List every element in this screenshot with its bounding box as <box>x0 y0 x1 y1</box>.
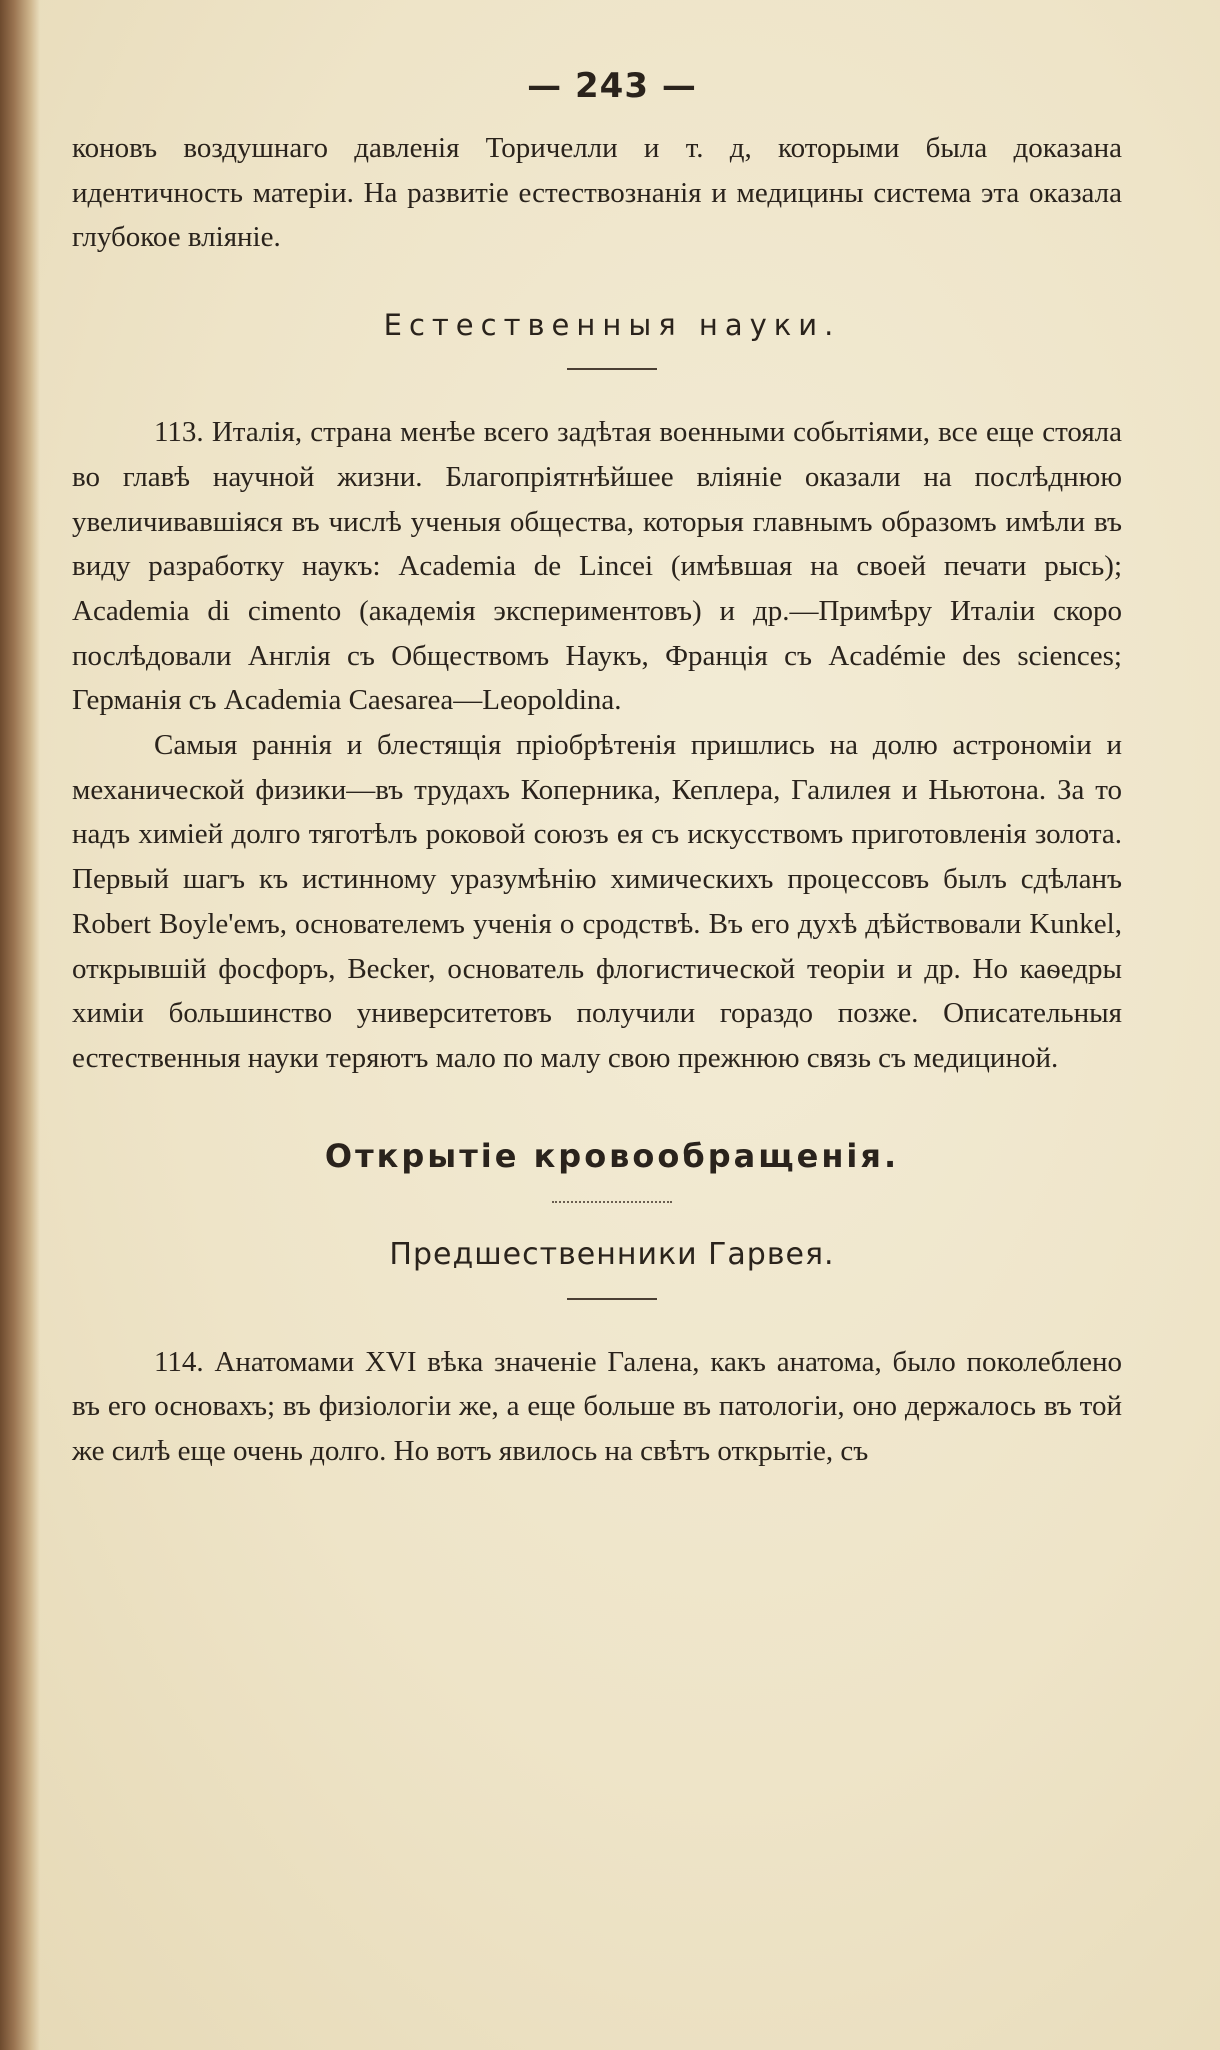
paragraph-113-continued: Самыя раннія и блестящія пріобрѣтенія пришлись на долю астрономіи и механической физики—въ трудахъ Коперника, Кеплера, Галилея и Ньютона. За то надъ химіей долго тяготѣлъ роковой союзъ ея съ искусствомъ приготовленія золота. Первый шагъ къ истинному уразумѣнію химическихъ процессовъ былъ сдѣланъ Robert Boyle'емъ, основателемъ ученія о сродствѣ. Въ его духѣ дѣйствовали Kunkel, открывшій фосфоръ, Becker, основатель флогистической теоріи и др. Но каѳедры химіи большинство университетовъ получили гораздо позже. Описательныя естественныя науки теряютъ мало по малу свою прежнюю связь съ медициной. <box>72 729 1122 1074</box>
section-divider <box>567 1298 657 1300</box>
heading-circulation-discovery: Открытіе кровообращенія. <box>324 1136 900 1175</box>
book-spine-shadow <box>0 0 40 2050</box>
heading-natural-sciences: Естественныя науки. <box>383 308 841 343</box>
heading-harvey-predecessors: Предшественники Гарвея. <box>389 1236 835 1272</box>
paragraph-113: 113. Италія, страна менѣе всего задѣтая военными событіями, все еще стояла во главѣ научной жизни. Благопріятнѣйшее вліяніе оказали на послѣднюю увеличивавшіяся въ числѣ ученыя общества, которыя главнымъ образомъ имѣли въ виду разработку наукъ: Academia de Lincei (имѣвшая на своей печати рысь); Academia di cimento (академія экспериментовъ) и др.—Примѣру Италіи скоро послѣдовали Англія съ Обществомъ Наукъ, Франція съ Académie des sciences; Германія съ Academia Caesarea—Leopoldina. <box>72 416 1122 717</box>
page-number: — 243 — <box>527 66 697 106</box>
paragraph-114: 114. Анатомами XVI вѣка значеніе Галена, какъ анатома, было поколеблено въ его основахъ; въ физіологіи же, а еще больше въ патологіи, оно держалось въ той же силѣ еще очень долго. Но вотъ явилось на свѣтъ открытіе, съ <box>72 1345 1122 1468</box>
paragraph-intro: коновъ воздушнаго давленія Торичелли и т. д, которыми была доказана идентичность матеріи. На развитіе естествознанія и медицины система эта оказала глубокое вліяніе. <box>72 132 1122 254</box>
section-divider <box>567 368 657 370</box>
page-content <box>72 66 1122 1474</box>
section-divider <box>552 1201 672 1203</box>
